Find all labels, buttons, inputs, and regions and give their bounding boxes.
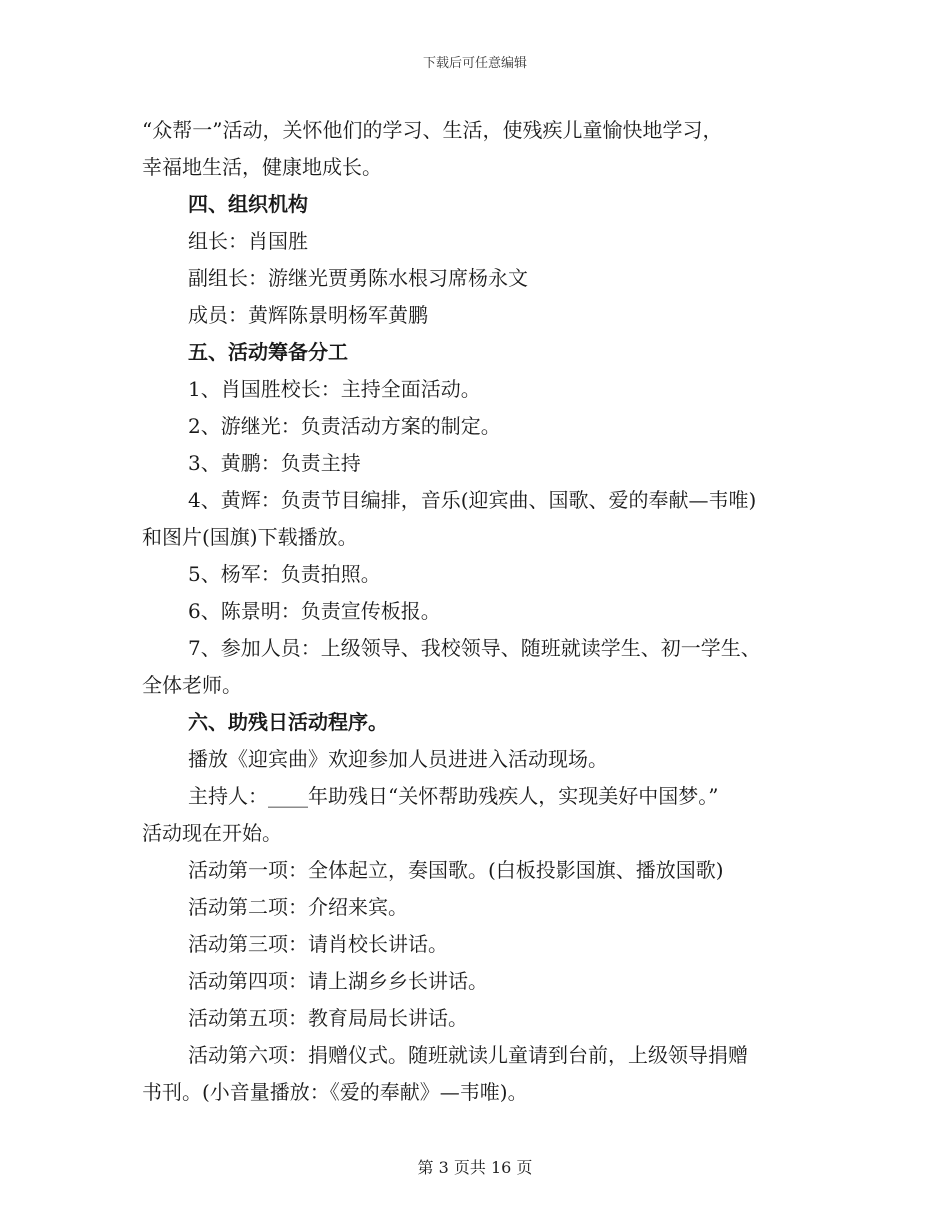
section-heading (142, 704, 814, 741)
paragraph (142, 630, 814, 704)
text-line: 播放《迎宾曲》欢迎参加人员进进入活动现场。 (188, 747, 608, 771)
text-line: 五、活动筹备分工 (188, 340, 348, 364)
text-line: 活动现在开始。 (142, 821, 282, 845)
text-line: 主持人：____年助残日“关怀帮助残疾人，实现美好中国梦。” (188, 784, 719, 808)
section-heading (142, 186, 814, 223)
text-line: 活动第四项：请上湖乡乡长讲话。 (188, 969, 488, 993)
paragraph (142, 297, 814, 334)
text-line: 6、陈景明：负责宣传板报。 (188, 599, 441, 623)
text-line: 书刊。(小音量播放：《爱的奉献》—韦唯)。 (142, 1080, 528, 1104)
text-line: 成员：黄辉陈景明杨军黄鹏 (188, 303, 428, 327)
document-body (142, 112, 814, 1111)
text-line: 4、黄辉：负责节目编排，音乐(迎宾曲、国歌、爱的奉献—韦唯) (188, 488, 757, 512)
text-line: 2、游继光：负责活动方案的制定。 (188, 414, 501, 438)
paragraph (142, 593, 814, 630)
page-header: 下载后可任意编辑 (422, 56, 527, 71)
text-line: 幸福地生活，健康地成长。 (142, 155, 382, 179)
text-line: 1、肖国胜校长：主持全面活动。 (188, 377, 481, 401)
paragraph (142, 112, 814, 186)
paragraph (142, 408, 814, 445)
text-line: 全体老师。 (142, 673, 242, 697)
text-line: 7、参加人员：上级领导、我校领导、随班就读学生、初一学生、 (188, 636, 761, 660)
text-line: 活动第二项：介绍来宾。 (188, 895, 408, 919)
text-line: 3、黄鹏：负责主持 (188, 451, 361, 475)
text-line: 活动第六项：捐赠仪式。随班就读儿童请到台前，上级领导捐赠 (188, 1043, 748, 1067)
paragraph (142, 852, 814, 889)
paragraph (142, 1037, 814, 1111)
paragraph (142, 445, 814, 482)
text-line: 副组长：游继光贾勇陈水根习席杨永文 (188, 266, 528, 290)
text-line: “众帮一”活动，关怀他们的学习、生活，使残疾儿童愉快地学习， (142, 118, 723, 142)
paragraph (142, 482, 814, 556)
text-line: 活动第五项：教育局局长讲话。 (188, 1006, 468, 1030)
text-line: 四、组织机构 (188, 192, 308, 216)
text-line: 活动第三项：请肖校长讲话。 (188, 932, 448, 956)
paragraph (142, 371, 814, 408)
text-line: 5、杨军：负责拍照。 (188, 562, 381, 586)
text-line: 和图片(国旗)下载播放。 (142, 525, 358, 549)
text-line: 活动第一项：全体起立，奏国歌。(白板投影国旗、播放国歌) (188, 858, 724, 882)
text-line: 组长：肖国胜 (188, 229, 308, 253)
paragraph (142, 889, 814, 926)
paragraph (142, 963, 814, 1000)
paragraph (142, 260, 814, 297)
page-footer: 第 3 页共 16 页 (417, 1158, 533, 1177)
paragraph (142, 926, 814, 963)
paragraph (142, 556, 814, 593)
text-line: 六、助残日活动程序。 (188, 710, 388, 734)
paragraph (142, 1000, 814, 1037)
section-heading (142, 334, 814, 371)
paragraph (142, 741, 814, 778)
paragraph (142, 778, 814, 852)
paragraph (142, 223, 814, 260)
